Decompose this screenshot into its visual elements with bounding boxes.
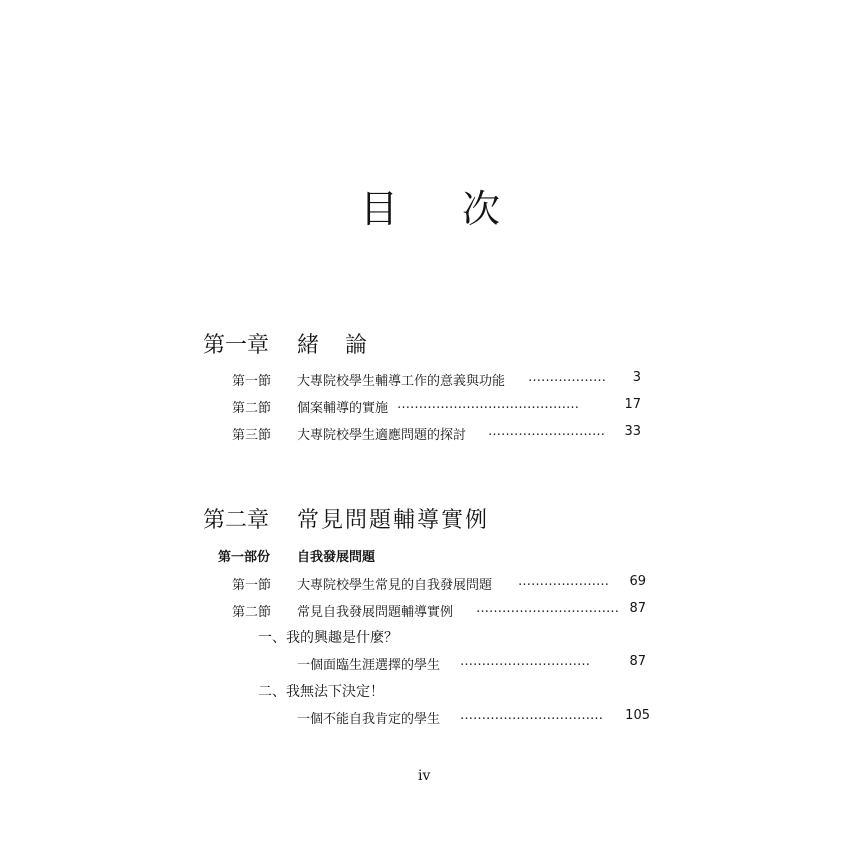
leader-dots: ……………………………	[460, 708, 603, 723]
case-heading: 二、我無法下決定！	[258, 684, 384, 700]
section-title: 大專院校學生常見的自我發展問題	[297, 578, 493, 593]
section-label: 第二節	[232, 401, 272, 416]
section-title: 大專院校學生輔導工作的意義與功能	[297, 374, 506, 389]
chapter-2-name: 常見問題輔導實例	[297, 508, 490, 533]
case-heading: 一、我的興趣是什麼？	[258, 630, 398, 646]
page-number: 87	[629, 654, 646, 669]
leader-dots: ………………………	[488, 424, 605, 439]
part-name: 自我發展問題	[297, 550, 376, 565]
leader-dots: ………………	[528, 370, 606, 385]
leader-dots: …………………………	[460, 654, 590, 669]
section-label: 第二節	[232, 605, 272, 620]
section-title: 個案輔導的實施	[297, 401, 389, 416]
page-number: 69	[629, 574, 646, 589]
case-title: 一個不能自我肯定的學生	[297, 712, 441, 727]
footer-page-number: iv	[418, 768, 431, 784]
section-label: 第一節	[232, 578, 272, 593]
leader-dots: …………………	[518, 574, 609, 589]
section-label: 第三節	[232, 428, 272, 443]
case-title: 一個面臨生涯選擇的學生	[297, 658, 441, 673]
page-number: 87	[629, 601, 646, 616]
page-number: 33	[624, 424, 641, 439]
section-title: 大專院校學生適應問題的探討	[297, 428, 467, 443]
leader-dots: ……………………………	[476, 601, 619, 616]
page-number: 17	[624, 397, 641, 412]
chapter-2-number: 第二章	[203, 508, 270, 533]
page-number: 3	[632, 370, 641, 385]
leader-dots: ……………………………………	[397, 397, 579, 412]
page-number: 105	[625, 708, 650, 723]
chapter-1-number: 第一章	[203, 333, 270, 358]
toc-title-char-1: 目	[360, 187, 399, 231]
part-label: 第一部份	[218, 550, 271, 565]
chapter-1-name: 緒 論	[297, 333, 370, 358]
section-title: 常見自我發展問題輔導實例	[297, 605, 454, 620]
toc-title-char-2: 次	[462, 187, 501, 231]
section-label: 第一節	[232, 374, 272, 389]
